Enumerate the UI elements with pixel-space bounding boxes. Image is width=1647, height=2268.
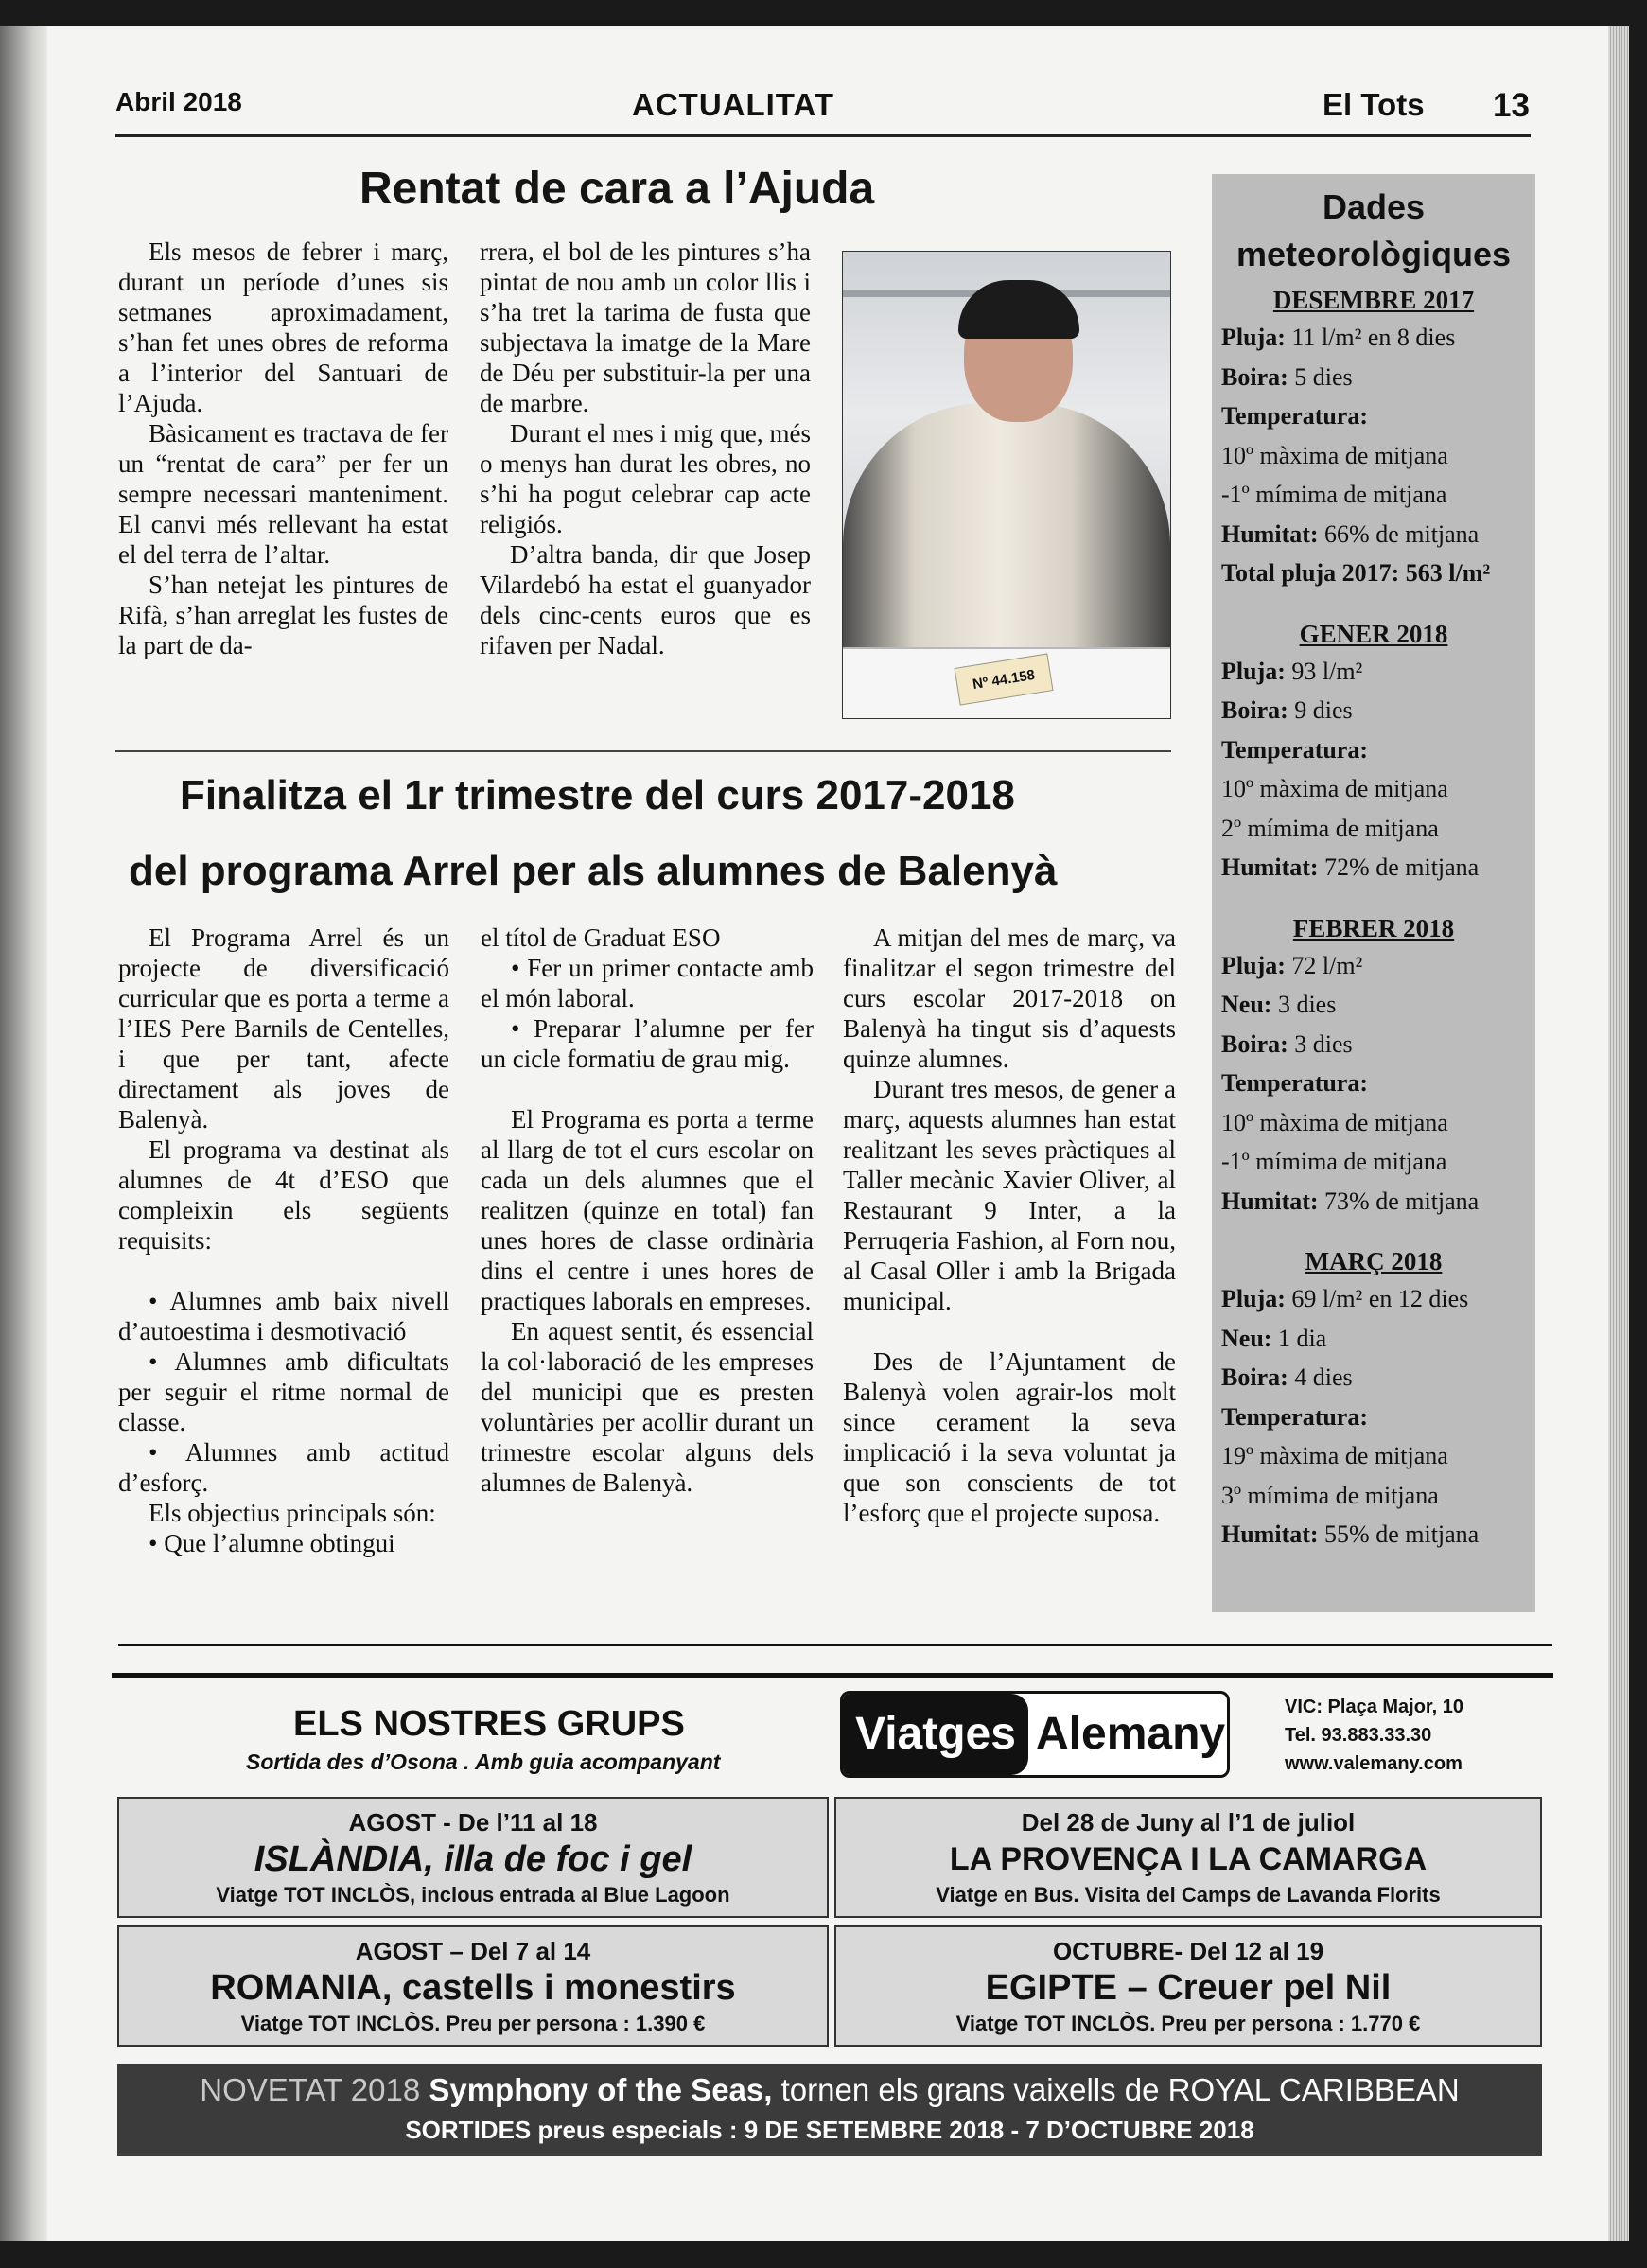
- paragraph: El Programa es porta a terme al llarg de tot el curs escolar on cada un dels alumnes que el realitzen (quinze en total) fan unes hores de classe ordinària dins el centre i unes hores de practiques laborals en empreses.: [481, 1105, 814, 1315]
- news-label: NOVETAT 2018: [200, 2072, 421, 2107]
- paragraph: En aquest sentit, és essencial la col·laboració de les empreses del municipi que es presten voluntàries per acollir durant un trimestre escolar alguns dels alumnes de Balenyà.: [481, 1317, 814, 1497]
- weather-sidebar: [1212, 174, 1535, 1612]
- weather-line: [1221, 318, 1526, 358]
- trip-box: [117, 1797, 829, 1918]
- photo-person-jacket: [843, 403, 1170, 687]
- paragraph: A mitjan del mes de març, va finalitzar el segon trimestre del curs escolar 2017-2018 on Balenyà ha tingut sis d’aquests quinze alumnes.: [843, 923, 1176, 1073]
- bullet-item: • Alumnes amb baix nivell d’autoestima i desmotivació: [118, 1287, 449, 1345]
- trip-box: [117, 1925, 829, 2047]
- trip-note: Viatge TOT INCLÒS. Preu per persona : 1.770 €: [955, 2012, 1421, 2035]
- weather-line: [1221, 730, 1526, 770]
- trip-dates: AGOST - De l’11 al 18: [348, 1808, 598, 1837]
- weather-line-label: Humitat:: [1221, 1521, 1319, 1548]
- weather-line-label: Temperatura:: [1221, 1402, 1369, 1431]
- weather-line: [1221, 946, 1526, 986]
- weather-line-label: Pluja:: [1221, 1285, 1286, 1312]
- agency-website: www.valemany.com: [1285, 1753, 1463, 1774]
- trip-destination: ISLÀNDIA, illa de foc i gel: [254, 1839, 692, 1879]
- trip-dates: OCTUBRE- Del 12 al 19: [1052, 1937, 1324, 1965]
- weather-line-value: 66% de mitjana: [1318, 519, 1480, 548]
- weather-line: [1221, 515, 1526, 554]
- header-page-number: 13: [1493, 87, 1530, 124]
- weather-line: [1221, 1358, 1526, 1398]
- bullet-item: • Alumnes amb dificultats per seguir el ritme normal de classe.: [118, 1347, 449, 1436]
- weather-line: [1221, 809, 1526, 849]
- weather-line: [1221, 1476, 1526, 1516]
- weather-line-value: 69 l/m² en 12 dies: [1285, 1285, 1469, 1312]
- weather-line-value: 3 dies: [1288, 1029, 1353, 1058]
- winner-photo: [842, 251, 1171, 719]
- weather-line-label: Temperatura:: [1221, 402, 1369, 430]
- weather-line: [1221, 1182, 1526, 1222]
- logo-part1: Viatges: [843, 1694, 1028, 1775]
- article2-column-1: [118, 923, 449, 1558]
- weather-line-label: Boira:: [1221, 362, 1288, 391]
- weather-line-value: -1º mímima de mitjana: [1221, 481, 1447, 508]
- article1-title: Rentat de cara a l’Ajuda: [359, 164, 875, 214]
- weather-line: [1221, 769, 1526, 809]
- trip-note: Viatge TOT INCLÒS. Preu per persona : 1.390 €: [240, 2012, 706, 2035]
- weather-line: [1221, 1515, 1526, 1555]
- section-rule: [118, 1644, 1552, 1646]
- weather-line-label: Humitat:: [1221, 519, 1319, 548]
- weather-line-label: Boira:: [1221, 1363, 1288, 1391]
- weather-line-label: Humitat:: [1221, 1187, 1319, 1215]
- trip-box: [834, 1797, 1542, 1918]
- paragraph: Durant el mes i mig que, més o menys han durat les obres, no s’hi ha pogut celebrar cap acte religiós.: [480, 419, 811, 538]
- ad-subheading: Sortida des d’Osona . Amb guia acompanyant: [246, 1749, 721, 1774]
- weather-line: [1221, 396, 1526, 436]
- weather-line-value: 72% de mitjana: [1318, 853, 1480, 881]
- news-banner: [117, 2064, 1542, 2156]
- book-gutter: [0, 26, 47, 2241]
- paragraph: S’han netejat les pintures de Rifà, s’han arreglat les fustes de la part de da-: [118, 571, 448, 659]
- trip-dates: AGOST – Del 7 al 14: [355, 1937, 591, 1965]
- departures-line: SORTIDES preus especials : 9 DE SETEMBRE 2018 - 7 D’OCTUBRE 2018: [405, 2116, 1254, 2144]
- weather-line-label: Humitat:: [1221, 853, 1319, 881]
- paragraph: Els mesos de febrer i març, durant un període d’unes sis setmanes aproximadament, s’han fet unes obres de reforma a l’interior del Santuari de l’Ajuda.: [118, 237, 448, 417]
- weather-line-label: Neu:: [1221, 991, 1272, 1018]
- news-text: tornen els grans vaixells de ROYAL CARIBBEAN: [780, 2072, 1460, 2107]
- weather-line-label: Total pluja 2017: 563 l/m²: [1221, 559, 1491, 587]
- weather-line-label: Temperatura:: [1221, 735, 1369, 764]
- weather-line-value: 3º mímima de mitjana: [1221, 1481, 1439, 1509]
- article1-column-1: [118, 237, 448, 660]
- weather-line: [1221, 1319, 1526, 1359]
- news-line: [117, 2067, 1542, 2113]
- weather-line-label: Pluja:: [1221, 951, 1286, 979]
- weather-line: [1221, 691, 1526, 730]
- weather-line-value: 2º mímima de mitjana: [1221, 814, 1439, 842]
- weather-line: [1221, 985, 1526, 1025]
- paragraph: El Programa Arrel és un projecte de diversificació curricular que es porta a terme a l’IES Pere Barnils de Centelles, i que per tant, afecte directament als joves de Balenyà.: [118, 923, 449, 1134]
- article2-column-2: [481, 923, 814, 1498]
- weather-line-value: 1 dia: [1271, 1324, 1327, 1352]
- paragraph: Els objectius principals són:: [149, 1499, 436, 1527]
- weather-month-heading: MARÇ 2018: [1305, 1247, 1443, 1275]
- bullet-item: • Preparar l’alumne per fer un cicle formatiu de grau mig.: [481, 1014, 814, 1073]
- weather-line: [1221, 358, 1526, 397]
- trip-destination: LA PROVENÇA I LA CAMARGA: [949, 1841, 1428, 1877]
- trip-destination: ROMANIA, castells i monestirs: [210, 1968, 736, 2008]
- article1-column-2: [480, 237, 811, 660]
- bullet-item: • Que l’alumne obtingui: [149, 1529, 395, 1557]
- weather-line-label: Pluja:: [1221, 657, 1286, 685]
- weather-line-value: 19º màxima de mitjana: [1221, 1442, 1448, 1469]
- header-rule: [115, 134, 1531, 137]
- trip-note: Viatge TOT INCLÒS, inclous entrada al Blue Lagoon: [216, 1883, 730, 1907]
- paragraph: El programa va destinat als alumnes de 4t d’ESO que compleixin els següents requisits:: [118, 1135, 449, 1255]
- weather-line-value: 4 dies: [1288, 1363, 1353, 1391]
- article2-title-line2: del programa Arrel per als alumnes de Balenyà: [129, 848, 1058, 894]
- weather-month-heading: FEBRER 2018: [1292, 913, 1455, 942]
- weather-line-value: 10º màxima de mitjana: [1221, 441, 1448, 469]
- logo-part2: Alemany: [1036, 1709, 1226, 1759]
- weather-line: [1221, 1025, 1526, 1064]
- weather-line-value: 11 l/m² en 8 dies: [1285, 324, 1456, 351]
- news-ship: Symphony of the Seas,: [429, 2072, 773, 2107]
- weather-line-value: 72 l/m²: [1285, 951, 1363, 979]
- weather-line-label: Neu:: [1221, 1324, 1272, 1352]
- weather-line-value: 73% de mitjana: [1318, 1187, 1480, 1215]
- weather-month-heading: GENER 2018: [1299, 619, 1448, 648]
- weather-line-value: 5 dies: [1288, 362, 1353, 391]
- weather-month-heading: DESEMBRE 2017: [1272, 286, 1475, 314]
- agency-phone: Tel. 93.883.33.30: [1285, 1725, 1432, 1746]
- weather-line-value: 93 l/m²: [1285, 657, 1363, 685]
- weather-line: [1221, 652, 1526, 692]
- travel-advertisement: [114, 1679, 1551, 2171]
- agency-address: VIC: Plaça Major, 10: [1285, 1697, 1463, 1717]
- trip-destination: EGIPTE – Creuer pel Nil: [985, 1968, 1392, 2008]
- paragraph: Bàsicament es tractava de fer un “rentat de cara” per fer un sempre necessari manteniment. El canvi més rellevant ha estat el del terra de l’altar.: [118, 419, 448, 569]
- section-rule: [112, 1673, 1553, 1678]
- weather-line: [1221, 554, 1526, 593]
- weather-line-value: 9 dies: [1288, 696, 1353, 724]
- agency-contact: [1285, 1693, 1463, 1778]
- trip-dates: Del 28 de Juny al l’1 de juliol: [1021, 1808, 1356, 1837]
- header-publication: El Tots: [1323, 87, 1425, 122]
- weather-line-label: Pluja:: [1221, 324, 1286, 351]
- weather-line: [1221, 475, 1526, 515]
- weather-line: [1221, 1142, 1526, 1182]
- weather-line-value: -1º mímima de mitjana: [1221, 1148, 1447, 1175]
- paragraph: D’altra banda, dir que Josep Vilardebó ha estat el guanyador dels cinc-cents euros que es rifaven per Nadal.: [480, 540, 811, 659]
- weather-line-value: 3 dies: [1271, 991, 1337, 1018]
- paragraph: Des de l’Ajuntament de Balenyà volen agrair-los molt since cerament la seva implicació i la seva voluntat ja que son conscients de tot l’esforç que el projecte suposa.: [843, 1347, 1176, 1527]
- weather-line: [1221, 1436, 1526, 1476]
- weather-line-value: 10º màxima de mitjana: [1221, 1108, 1448, 1136]
- page-edges: [1608, 26, 1629, 2241]
- weather-title: Dades meteorològiques: [1235, 187, 1512, 273]
- weather-line: [1221, 436, 1526, 476]
- header-date: Abril 2018: [115, 87, 242, 116]
- trip-box: [834, 1925, 1542, 2047]
- weather-line-label: Boira:: [1221, 1029, 1288, 1058]
- article2-title-line1: Finalitza el 1r trimestre del curs 2017-2018: [180, 772, 1015, 818]
- weather-line: [1221, 1279, 1526, 1319]
- weather-line-value: 55% de mitjana: [1318, 1521, 1480, 1548]
- article2-column-3: [843, 923, 1176, 1528]
- weather-line-label: Boira:: [1221, 696, 1288, 724]
- weather-line-label: Temperatura:: [1221, 1069, 1369, 1097]
- header-section: ACTUALITAT: [632, 87, 835, 122]
- paragraph: rrera, el bol de les pintures s’ha pintat de nou amb un color llis i s’ha tret la tarima de fusta que subjectava la imatge de la Mare de Déu per substituir-la per una de marbre.: [480, 237, 811, 417]
- weather-line-value: 10º màxima de mitjana: [1221, 775, 1448, 802]
- trip-note: Viatge en Bus. Visita del Camps de Lavanda Florits: [936, 1883, 1441, 1907]
- weather-line: [1221, 1398, 1526, 1437]
- ad-heading: ELS NOSTRES GRUPS: [293, 1704, 685, 1744]
- weather-line: [1221, 1103, 1526, 1143]
- paragraph: el títol de Graduat ESO: [481, 923, 721, 952]
- agency-logo: [840, 1691, 1230, 1778]
- article-divider: [115, 750, 1171, 752]
- weather-line: [1221, 1064, 1526, 1103]
- weather-line: [1221, 848, 1526, 888]
- weather-months: [1221, 282, 1526, 1555]
- bullet-item: • Alumnes amb actitud d’esforç.: [118, 1438, 449, 1497]
- paragraph: Durant tres mesos, de gener a març, aquests alumnes han estat realitzant les seves pràctiques al Taller mecànic Xavier Oliver, al Restaurant 9 Inter, a la Perruqeria Fashion, al Forn nou, al Casal Oller i amb la Brigada municipal.: [843, 1075, 1176, 1315]
- lottery-ticket: Nº 44.158: [954, 653, 1053, 705]
- bullet-item: • Fer un primer contacte amb el món laboral.: [481, 954, 814, 1012]
